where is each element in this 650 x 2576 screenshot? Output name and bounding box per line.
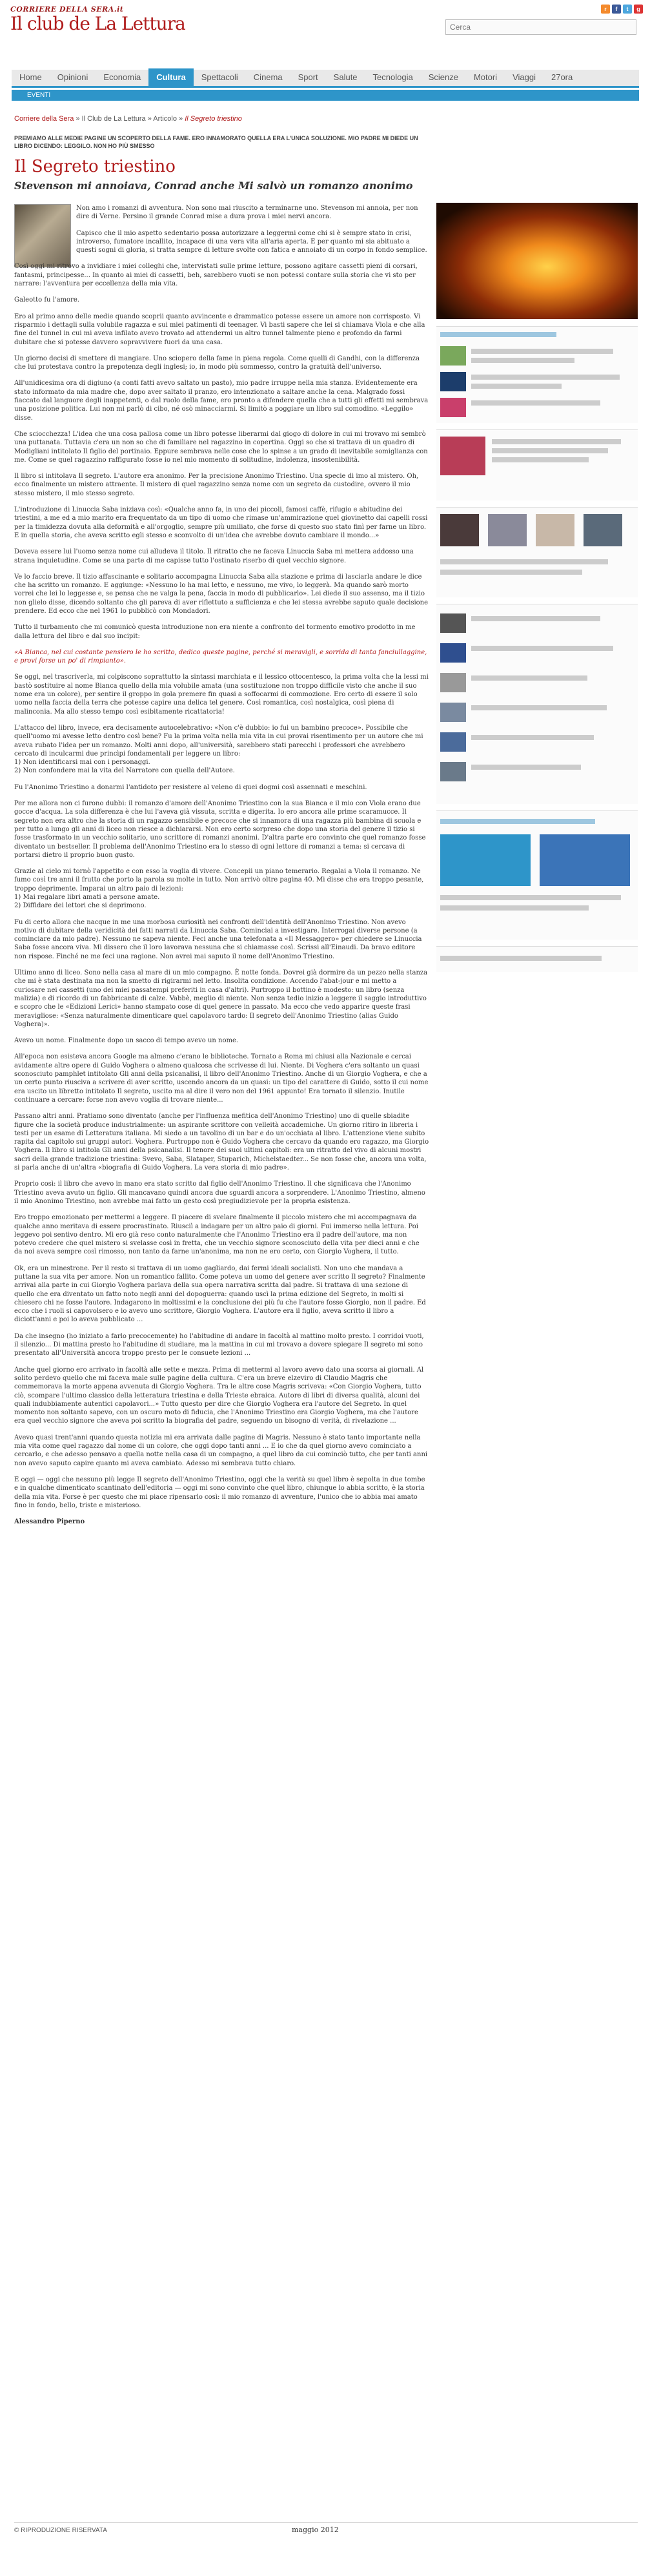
sidebar-widget	[436, 946, 638, 972]
nav-cinema[interactable]: Cinema	[253, 72, 283, 82]
article-paragraph: Passano altri anni. Pratiamo sono diventato (anche per l'influenza mefitica dell'Anonimo Triestino) uno di quelle sbiadite figure che la società produce industrialmente: un aspirante scrittore con velleità accademiche. Un giorno ritiro in libreria i testi per un esame di Letteratura italiana. Mi siedo a un tavolino di un bar e do un'occhiata al libro. L'attenzione viene subito rapita dal capitolo sui gruppi autori. Voghera. Purtroppo non è Guido Voghera che cercavo da quando ero ragazzo, ma Giorgio Voghera. Il libro si intitola Gli anni della psicanalisi. Il tenore dei suoi ultimi capitoli: era un ritratto del vivo di alcuni mostri sacri della grande tradizione triestina: Svevo, Saba, Slataper, Stuparich, Michelstaedter... Se non fosse che, ancora una volta, si parla anche di un'altra «biografia di Guido Voghera. La vera storia di mio padre».	[14, 1113, 429, 1172]
copyright-icon: ©	[14, 2527, 21, 2534]
article-list-item: 1) Non identificarsi mai con i personaggi.	[14, 759, 150, 767]
article-paragraph: Grazie al cielo mi tornò l'appetito e con esso la voglia di vivere. Concepii un piano temerario. Regalai a Viola il romanzo. Ne fumo così tre anni il frutto che porto la parola su molte in tutto. Non arrivò oltre pagina 40. Mi disse che era troppo pesante, troppo deprimente. Imparai un altro paio di lezioni:	[14, 868, 424, 892]
article-paragraph: Avevo un nome. Finalmente dopo un sacco di tempo avevo un nome.	[14, 1037, 239, 1045]
article-paragraph: Capisco che il mio aspetto sedentario possa autorizzare a leggermi come chi si è sempre stato in crisi, introverso, fumatore incallito, incapace di una vera vita all'aria aperta. E per quanto mi sia abituato a questi sogni di gloria, si tratta sempre di letture svolte con fatica e annoiato di un corpo in fondo semplice.	[76, 229, 427, 254]
article-body	[14, 204, 429, 1534]
article-title: Il Segreto triestino	[14, 157, 176, 176]
article-paragraph: Il libro si intitolava Il segreto. L'autore era anonimo. Per la precisione Anonimo Triestino. Una specie di imo al mistero. Oh, ecco finalmente un mistero attraente. Il mistero di quel ragazzino senza nome con un segreto da custodire, ovvero il mio stesso mistero, il mio stesso segreto.	[14, 473, 419, 497]
article-date: maggio 2012	[292, 2526, 339, 2534]
nav-opinioni[interactable]: Opinioni	[57, 72, 88, 82]
article-quote: «A Bianca, nel cui costante pensiero le ho scritto, dedico queste pagine, perché si meravigli, e sorrida di tanta fanciullaggine, e provi forse un po' di rimpianto».	[14, 648, 427, 665]
nav-27ora[interactable]: 27ora	[551, 72, 573, 82]
brand-corriere[interactable]: CORRIERE DELLA SERA.it	[10, 5, 124, 14]
article-footer	[14, 2522, 638, 2534]
nav-viaggi[interactable]: Viaggi	[513, 72, 536, 82]
nav-sport[interactable]: Sport	[298, 72, 318, 82]
subnav-eventi[interactable]: EVENTI	[27, 92, 51, 99]
article-paragraph: Ve lo faccio breve. Il tizio affascinante e solitario accompagna Linuccia Saba alla stazione e prima di lasciarla andare le dice che ha scritto un romanzo. E aggiunge: «Nessuno lo ha mai letto, e nessuno, me vivo, lo leggerà. Ma quando sarò morto vorrei che lei lo leggesse e, se pensa che ne valga la pena, faccia in modo di pubblicarlo». Lei diede il suo assenso, ma il tizio non glielo disse, dicendo soltanto che gli pareva di aver riflettuto a sufficienza e che lei stessa avrebbe saputo quale decisione prendere. Ed ecco che nel 1961 lo pubblicò con Mondadori.	[14, 573, 429, 615]
article-paragraph: All'epoca non esisteva ancora Google ma almeno c'erano le biblioteche. Tornato a Roma mi chiusi alla Nazionale e cercai avidamente altre opere di Guido Voghera o almeno qualcosa che scrivesse di lui. Niente. Di Voghera c'era soltanto un quasi sconosciuto pamphlet intitolato Gli anni della psicanalisi, il libro dell'Anonimo Triestino. Anche di un Giorgio Voghera, e che a un certo punto riusciva a scrivere di aver scritto, uscendo ancora da un quasi: un tipo del carattere di Guido, sotto il cui nome era uscito un libretto intitolato Il segreto, uscito ma al dire il vero non del 1961 appunto! Era tornato il silenzio. Inutile continuare a cercare: forse non avevo voglia di trovare niente...	[14, 1053, 429, 1104]
social-icons	[601, 5, 643, 14]
nav-tecnologia[interactable]: Tecnologia	[372, 72, 413, 82]
article-list-item: 2) Diffidare dei lettori che si deprimono.	[14, 902, 147, 910]
article-paragraph: Così oggi mi ritrovo a invidiare i miei colleghi che, intervistati sulle prime letture, possono agitare cassetti pieni di corsari, fantasmi, principesse... In quanto ai miei di cassetti, beh, sarebbero vuoti se non potessi contare sulla storia che vi sto per narrare: l'avventura per eccellenza della mia vita.	[14, 263, 418, 288]
sidebar-widget	[436, 507, 638, 597]
sidebar-widget	[436, 429, 638, 500]
main-nav	[12, 70, 639, 88]
article-paragraph: All'unidicesima ora di digiuno (a conti fatti avevo saltato un pasto), mio padre irruppe nella mia stanza. Evidentemente era stato informato da mia madre che, dopo aver saltato il pranzo, ero intenzionato a saltare anche la cena. Malgrado fossi fiaccato dal languore degli inappetenti, o dal ruolo della fame, ero pronto a difendere quella che a tutti gli effetti mi sembrava una posizione politica. Lui non mi parlò di cibo, né osò minacciarmi. Si limitò a poggiare un libro sul comodino. «Leggilo» disse.	[14, 380, 429, 422]
sidebar-widget	[436, 810, 638, 940]
article-paragraph: L'introduzione di Linuccia Saba iniziava così: «Qualche anno fa, in uno dei piccoli, famosi caffè, rifugio e abitudine dei triestini, a me ed a mio marito era frequentato da un tipo di uomo che rimase un'ammirazione quel giovinetto dai capelli rossi per la timidezza dovuta alla deformità e all'orgoglio, sempre più umiliato, che forse di questo suo stato finì per farne un libro. E in quella storia, che aveva scritto egli stesso e sconvolto di un'idea che avrebbe dovuto cambiare il mondo...»	[14, 506, 428, 539]
nav-cultura[interactable]: Cultura	[148, 68, 194, 86]
article-paragraph: Da che insegno (ho iniziato a farlo precocemente) ho l'abitudine di andare in facoltà al mattino molto presto. I corridoi vuoti, il silenzio... Di mattina presto ho l'abitudine di studiare, ma la mattina in cui mi trovavo a dovere spiegare Il segreto mi sono presentato all'Università ancora troppo presto per le consuete lezioni ...	[14, 1332, 424, 1357]
article-paragraph: Per me allora non ci furono dubbi: il romanzo d'amore dell'Anonimo Triestino con la sua Bianca e il mio con Viola erano due gocce d'acqua. La sola differenza è che lui l'aveva già vissuta, scritta e digerita. Io ero ancora alle prime scaramucce. Il segreto non era altro che la storia di un ragazzo sensibile e precoce che si innamora di una ragazza più bambina di scuola e per tutto a lungo gli anni di liceo non riesce a dichiararsi. Non ero certo sorpreso che dopo una storia del genere il tizio si fosse trasformato in un vecchio solitario, uno scrittore di romanzi anonimi. D'altra parte ero convinto che quel romanzo fosse diventato un bestseller. Il problema dell'Anonimo Triestino era lo stesso di ogni lettore di romanzi a tema: si cercava di portarsi dietro il proprio buon gusto.	[14, 800, 426, 859]
article-paragraph: Avevo quasi trent'anni quando questa notizia mi era arrivata dalle pagine di Magris. Nessuno è stato tanto importante nella mia vita come quel ragazzo dal nome di un colore, che oggi dopo tanti anni ... E io che da quel giorno avevo cominciato a cercarlo, e che adesso pensavo a quella notte nella casa di un compagno, a quel libro da cui cominciò tutto, che per tanti anni non avevo saputo capire quanto mi aveva cambiato. Adesso mi sembrava tutto chiaro.	[14, 1434, 428, 1467]
nav-salute[interactable]: Salute	[333, 72, 358, 82]
sidebar-widget	[436, 604, 638, 804]
article-paragraph: Proprio così: il libro che avevo in mano era stato scritto dal figlio dell'Anonimo Triestino. Il che significava che l'Anonimo Triestino aveva avuto un figlio. Gli mancavano quindi ancora due sguardi ancora a sorprendere. L'Anonimo Triestino, almeno il mio Anonimo Triestino, non avrebbe mai fatto un gesto così pregiudizievole per la propria esistenza.	[14, 1180, 425, 1205]
article-paragraph: Se oggi, nel trascriverla, mi colpiscono soprattutto la sintassi marchiata e il lessico ottocentesco, la prima volta che la lessi mi bastò sostituire al nome Bianca quello della mia volubile amata (una sostituzione non troppo difficile visto che anche il suo nome era un colore), per sentire il groppo in gola premere fin quasi a soffocarmi di commozione. Ero certo di essere il solo uomo nella faccia della terra che potesse capire una delica tel genere. Così romantica, così nostalgica, così piena di malinconia. Ma allo stesso tempo così esibitamente ricattatoria!	[14, 674, 429, 716]
facebook-icon[interactable]: f	[612, 5, 621, 14]
article-list-item: 2) Non confondere mai la vita del Narratore con quella dell'Autore.	[14, 767, 235, 775]
article-paragraph: L'attacco del libro, invece, era decisamente autocelebrativo: «Non c'è dubbio: io fui un bambino precoce». Possibile che quell'uomo mi avesse letto dentro così bene? Fu la prima volta nella mia vita in cui provai risentimento per un autore che mi aveva rubato l'idea per un romanzo. Molti anni dopo, all'università, sarebbero stati parecchi i professori che avrebbero cercato di inculcarmi due princìpi fondamentali per leggere un libro:	[14, 724, 423, 757]
article-paragraph: Ok, era un minestrone. Per il resto si trattava di un uomo gagliardo, dai fermi ideali socialisti. Non uno che mandava a puttane la sua vita per amore. Non un romantico fallito. Come poteva un uomo del genere aver scritto Il segreto? Finalmente arrivai alla parte in cui Giorgio Voghera parlava della sua opera narrativa scritta dal padre. Si trattava di una sezione di quello che era diventato un fatto noto negli anni del dopoguerra: quando uscì la prima edizione del Segreto, in molti si chiesero chi ne fosse l'autore. Indagarono in moltissimi e la conclusione dei più fu che l'autore fosse Giorgio, non il padre. Ed ecco che i ruoli si capovolsero e io avevo uno scrittore, Giorgio Voghera. L'autore era il figlio, aveva scritto il libro a diciott'anni e poi lo aveva pubblicato ...	[14, 1264, 426, 1324]
site-logo[interactable]: Il club de La Lettura	[10, 13, 185, 34]
article-paragraph: Non amo i romanzi di avventura. Non sono mai riuscito a terminarne uno. Stevenson mi annoia, per non dire di Verne. Persino il grande Conrad mise a dura prova i miei nervi ancora.	[76, 205, 418, 221]
sidebar-widget	[436, 326, 638, 423]
article-paragraph: Ero al primo anno delle medie quando scoprii quanto avvincente e drammatico potesse essere un amore non corrisposto. Vi risparmio i dettagli sulla volubile ragazza e sui miei patimenti di teenager. Vi basti sapere che lei si chiamava Viola e che alla fine del tunnel in cui mi aveva infilato avevo trovato ad attendermi un altro tunnel talmente pieno e profondo da farmi dubitare che si potesse davvero sopravvivere fuori da una casa.	[14, 313, 425, 346]
article-paragraph: Ultimo anno di liceo. Sono nella casa al mare di un mio compagno. È notte fonda. Dovrei già dormire da un pezzo nella stanza che mi è stata destinata ma non la smetto di rigirarmi nel letto. Insolita condizione. Accendo l'abat-jour e mi metto a curiosare nei cassetti (uno dei miei passatempi preferiti in casa d'altri). Purtroppo il bottino è modesto: un libro (senza malizia) e di ricordo di un fabbricante di calze. Vabbè, meglio di niente. Non senza tedio inizio a leggere il saggio introduttivo e scopro che le «Edizioni Lerici» hanno stampato cose di quel genere in passato. Ma ecco che vedo apparire queste frasi meravigliose: «Senza naturalmente dimenticare quel capolavoro tardo: Il segreto dell'Anonimo Triestino (alias Guido Voghera)».	[14, 969, 428, 1028]
breadcrumb-item[interactable]: Articolo	[153, 115, 177, 123]
article-paragraph: Fu l'Anonimo Triestino a donarmi l'antidoto per resistere al veleno di quei dogmi così assennati e meschini.	[14, 783, 367, 791]
rss-icon[interactable]: r	[601, 5, 610, 14]
breadcrumb: Corriere della Sera » Il Club de La Lettura » Articolo » Il Segreto triestino	[14, 115, 242, 123]
article-paragraph: Tutto il turbamento che mi comunicò questa introduzione non era niente a confronto del tormento emotivo prodotto in me dalla lettura del libro e dal suo incipit:	[14, 624, 416, 640]
sidebar-image[interactable]	[436, 203, 638, 319]
article-paragraph: Galeotto fu l'amore.	[14, 296, 79, 304]
search-input[interactable]	[445, 19, 636, 35]
site-header	[0, 0, 650, 61]
breadcrumb-current: Il Segreto triestino	[185, 115, 242, 123]
nav-economia[interactable]: Economia	[103, 72, 141, 82]
reserved-notice: © RIPRODUZIONE RISERVATA	[14, 2527, 107, 2534]
article-paragraph: Un giorno decisi di smettere di mangiare. Uno sciopero della fame in piena regola. Come quelli di Gandhi, con la differenza che lui protestava contro la prepotenza degli inglesi; io, in modo più sommesso, contro la gratuità dell'universo.	[14, 355, 420, 371]
article-list-item: 1) Mai regalare libri amati a persone amate.	[14, 894, 160, 901]
article-paragraph: Fu di certo allora che nacque in me una morbosa curiosità nei confronti dell'identità dell'Anonimo Triestino. Non avevo motivo di dubitare della veridicità dei fatti narrati da Linuccia Saba. Cominciai a investigare. Interrogai diverse persone (a cominciare da mio padre). Nessuno ne sapeva niente. Feci anche una telefonata a «Il Messaggero» per chiedere se Linuccia Saba fosse ancora viva. Mi dissero che il loro lavorava nessuna che si chiamasse così. Scrissi all'Einaudi. Da bravo editore non rispose. Finché ne me feci una ragione. Non avrei mai saputo il nome dell'Anonimo Triestino.	[14, 918, 422, 960]
article-paragraph: Anche quel giorno ero arrivato in facoltà alle sette e mezza. Prima di mettermi al lavoro avevo dato una scorsa ai giornali. Al solito perdevo quello che mi faceva male sulle pagine della cultura. C'era un breve elzeviro di Claudio Magris che commemorava la morte appena avvenuta di Giorgio Voghera. Tra le altre cose Magris scriveva: «Con Giorgio Voghera, tutto ciò, scompare l'ultimo classico della letteratura triestina e della Trieste ebraica. Autore di libri di diversa qualità, alcuni dei quali indubbiamente autentici capolavori...» Tutto questo per dire che Giorgio Voghera era l'autore del Segreto. In quel momento non soltanto sapevo, con un oscuro moto di fiducia, che l'Anonimo Triestino era Giorgio Voghera, ma che l'autore era quel vecchio signore che aveva poi scritto la biografia del padre, seguendo un bisogno di verità, di rivelazione ...	[14, 1366, 424, 1425]
nav-spettacoli[interactable]: Spettacoli	[201, 72, 238, 82]
article-paragraph: E oggi — oggi che nessuno più legge Il segreto dell'Anonimo Triestino, oggi che la verità su quel libro è sepolta in due tombe e in qualche dimenticato scantinato dell'editoria — oggi mi sono convinto che quel libro, chiunque lo abbia scritto, è la storia della mia vita. Forse è per questo che mi piace ripensarlo così: il mio romanzo di avventure, l'unico che io abbia mai amato fino in fondo, bello, triste e misterioso.	[14, 1476, 425, 1509]
article-author: Alessandro Piperno	[14, 1518, 85, 1526]
article-subtitle: Stevenson mi annoiava, Conrad anche Mi salvò un romanzo anonimo	[14, 180, 413, 192]
article-notice: PREMIAMO ALLE MEDIE PAGINE UN SCOPERTO DELLA FAME. ERO INNAMORATO QUELLA ERA L'UNICA SOLUZIONE. MIO PADRE MI DIEDE UN LIBRO DICENDO: LEGGILO. NON HO PIÙ SMESSO	[14, 135, 418, 149]
googleplus-icon[interactable]: g	[634, 5, 643, 14]
twitter-icon[interactable]: t	[623, 5, 632, 14]
breadcrumb-item[interactable]: Corriere della Sera	[14, 115, 74, 123]
breadcrumb-item[interactable]: Il Club de La Lettura	[81, 115, 146, 123]
article-paragraph: Ero troppo emozionato per mettermi a leggere. Il piacere di svelare finalmente il piccolo mistero che mi accompagnava da qualche anno meritava di essere procrastinato. Riusciì a indagare per un altro paio di giorni. Fui immerso nella lettura. Poi leggevo poi sentivo dentro. Mi ero già reso conto naturalmente che l'Anonimo Triestino era il padre dell'autore, ma non potevo credere che quel mistero si svelasse così in fretta, che un vecchio signore sconosciuto della vita per dieci anni e che da noi aveva sempre così rimosso, non tanto da farne un'anonima, ma non ne ero certo, con Giorgio Voghera, il tutto.	[14, 1214, 420, 1256]
article-paragraph: Doveva essere lui l'uomo senza nome cui alludeva il titolo. Il ritratto che ne faceva Linuccia Saba mi mettera addosso una strana inquietudine. Come se una parte di me capisse tutto l'ostinato riserbo di quel vecchio signore.	[14, 548, 414, 564]
nav-motori[interactable]: Motori	[473, 72, 498, 82]
nav-scienze[interactable]: Scienze	[428, 72, 458, 82]
sub-nav	[12, 90, 639, 101]
article-paragraph: Che sciocchezza! L'idea che una cosa pallosa come un libro potesse liberarmi dal giogo di dolore in cui mi trovavo mi sembrò una puttanata. Tuttavia c'era un non so che di familiare nel ragazzino in copertina. Oggi so che si trattava di un quadro di Modigliani intitolato Il figlio del portinaio. Eppure sembrava nelle cose che lo spinse a un grado di inevitabile somiglianza con me. Come se quel ragazzino raffigurato fosse io nel mio momento di solitudine, indolenza, insostenibilità.	[14, 430, 428, 464]
nav-home[interactable]: Home	[19, 72, 42, 82]
